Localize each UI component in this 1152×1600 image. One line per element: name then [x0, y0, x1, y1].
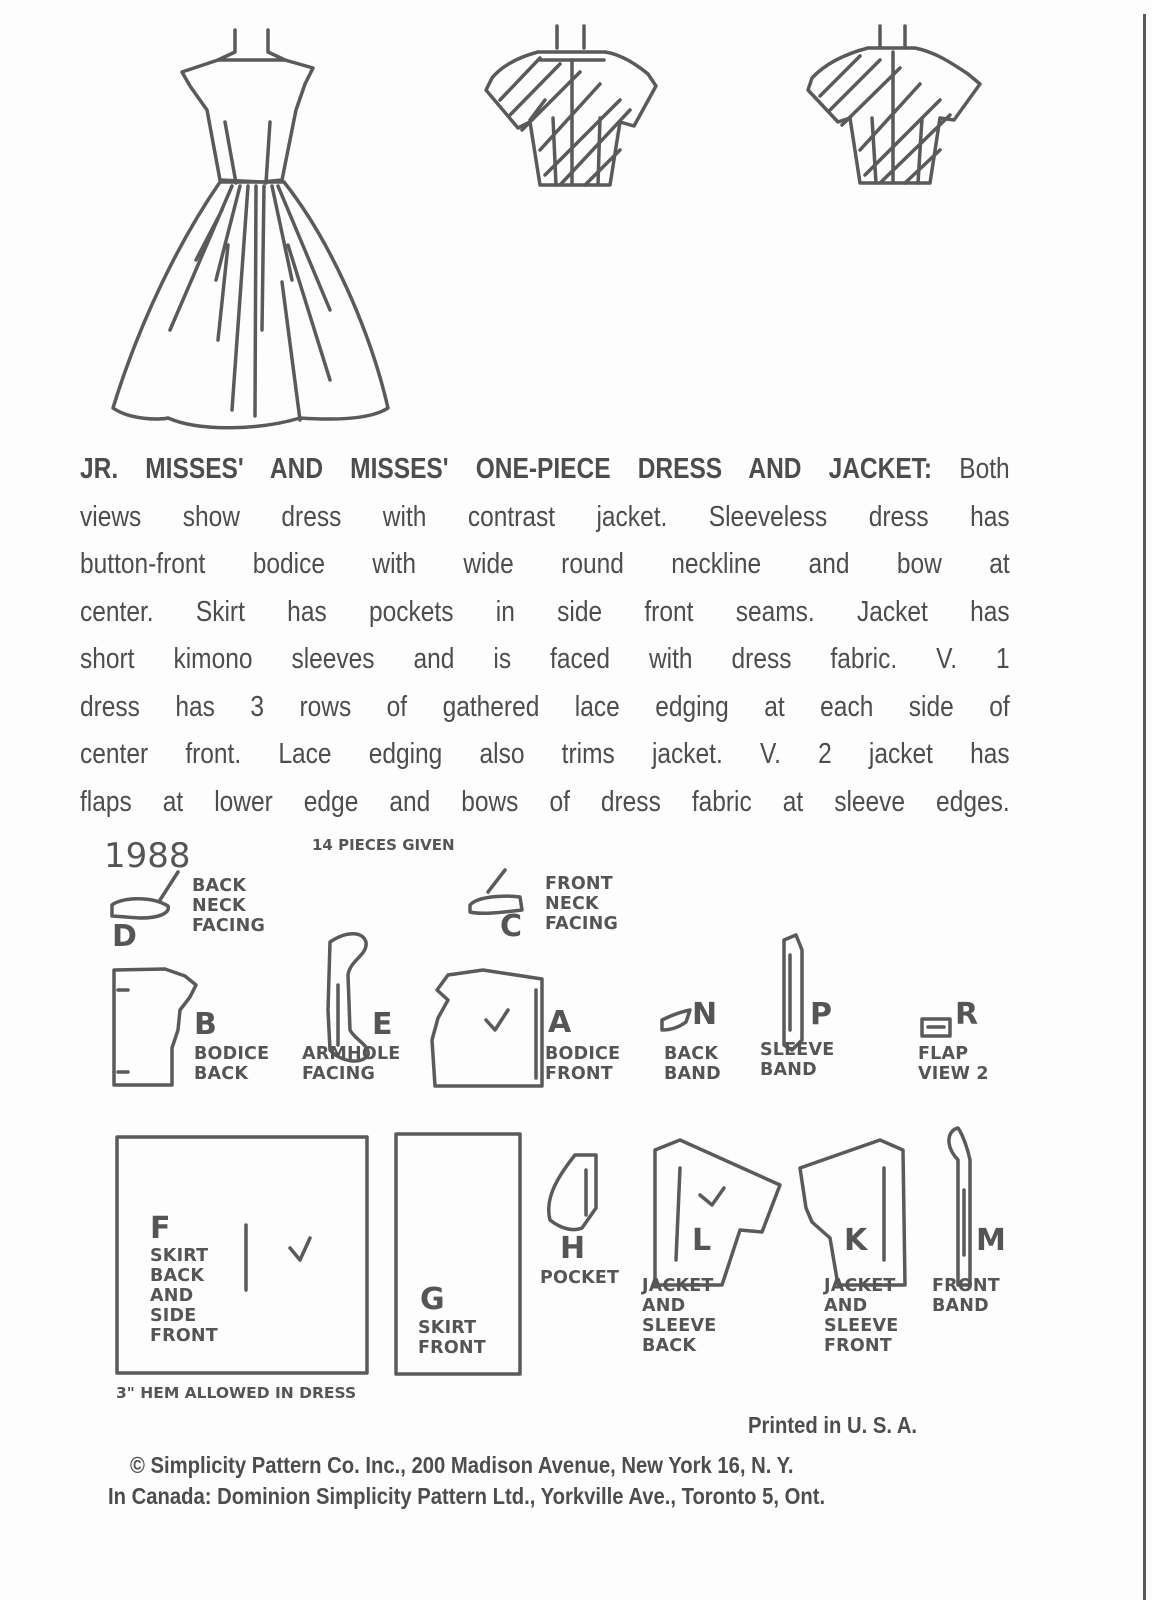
description-line: dress has 3 rows of gathered lace edging at each side of: [80, 690, 1010, 723]
printed-in: Printed in U. S. A.: [748, 1412, 918, 1438]
pattern-description: [80, 446, 1010, 826]
dress-illustration: [113, 30, 388, 428]
piece-c-letter: C: [500, 909, 523, 944]
piece-n-letter: N: [692, 997, 718, 1032]
description-line: flaps at lower edge and bows of dress fabric at sleeve edges.: [80, 785, 1010, 818]
piece-l-shape: [655, 1140, 780, 1285]
piece-k-shape: [800, 1140, 905, 1285]
hem-note: 3" HEM ALLOWED IN DRESS: [116, 1384, 357, 1402]
piece-k-label: JACKET AND SLEEVE FRONT: [824, 1276, 899, 1356]
description-line: short kimono sleeves and is faced with dress fabric. V. 1: [80, 643, 1010, 675]
piece-f-label: SKIRT BACK AND SIDE FRONT: [150, 1246, 218, 1346]
piece-h-shape: [549, 1155, 596, 1230]
piece-h-letter: H: [560, 1231, 586, 1266]
piece-f-letter: F: [150, 1211, 171, 1246]
jacket-view-2-illustration: [808, 26, 980, 183]
piece-g-label: SKIRT FRONT: [418, 1318, 486, 1358]
piece-g-letter: G: [420, 1282, 445, 1317]
piece-b-shape: [114, 969, 196, 1085]
description-line: button-front bodice with wide round neckline and bow at: [80, 548, 1010, 580]
canada-line: In Canada: Dominion Simplicity Pattern Ltd., Yorkville Ave., Toronto 5, Ont.: [108, 1483, 826, 1509]
pattern-number: 1988: [104, 836, 191, 876]
piece-d-letter: D: [112, 919, 137, 954]
piece-e-label: ARMHOLE FACING: [302, 1044, 401, 1084]
description-line: center front. Lace edging also trims jacket. V. 2 jacket has: [80, 738, 1010, 770]
description-line-1: JR. MISSES' AND MISSES' ONE-PIECE DRESS AND JACKET: Both: [80, 453, 1010, 485]
piece-p-shape: [784, 935, 802, 1050]
piece-h-label: POCKET: [540, 1268, 620, 1288]
piece-e-letter: E: [372, 1007, 393, 1042]
piece-n-label: BACK BAND: [664, 1044, 721, 1084]
description-line: center. Skirt has pockets in side front seams. Jacket has: [80, 595, 1010, 628]
piece-a-letter: A: [548, 1005, 572, 1040]
piece-n-shape: [662, 1010, 690, 1030]
page-edge-line: [1143, 14, 1146, 1600]
piece-p-letter: P: [810, 997, 832, 1032]
piece-r-letter: R: [955, 997, 979, 1032]
jacket-view-1-illustration: [486, 26, 656, 185]
piece-l-letter: L: [692, 1223, 712, 1258]
piece-a-label: BODICE FRONT: [545, 1044, 621, 1084]
piece-b-label: BODICE BACK: [194, 1044, 270, 1084]
piece-k-letter: K: [844, 1223, 868, 1258]
piece-p-label: SLEEVE BAND: [760, 1040, 835, 1080]
piece-r-label: FLAP VIEW 2: [918, 1044, 989, 1084]
piece-d-label: BACK NECK FACING: [192, 876, 266, 936]
pieces-given-label: 14 PIECES GIVEN: [312, 836, 455, 854]
piece-b-letter: B: [194, 1007, 217, 1042]
description-heading: JR. MISSES' AND MISSES' ONE-PIECE DRESS AND JACKET:: [80, 453, 933, 485]
piece-m-label: FRONT BAND: [932, 1276, 1000, 1316]
copyright-line: © Simplicity Pattern Co. Inc., 200 Madison Avenue, New York 16, N. Y.: [130, 1452, 794, 1478]
description-line: views show dress with contrast jacket. Sleeveless dress has: [80, 500, 1010, 533]
piece-c-label: FRONT NECK FACING: [545, 874, 619, 934]
piece-a-shape: [432, 970, 542, 1086]
piece-l-label: JACKET AND SLEEVE BACK: [642, 1276, 717, 1356]
piece-e-shape: [328, 934, 368, 1061]
piece-m-letter: M: [976, 1223, 1006, 1258]
piece-m-shape: [949, 1128, 970, 1285]
